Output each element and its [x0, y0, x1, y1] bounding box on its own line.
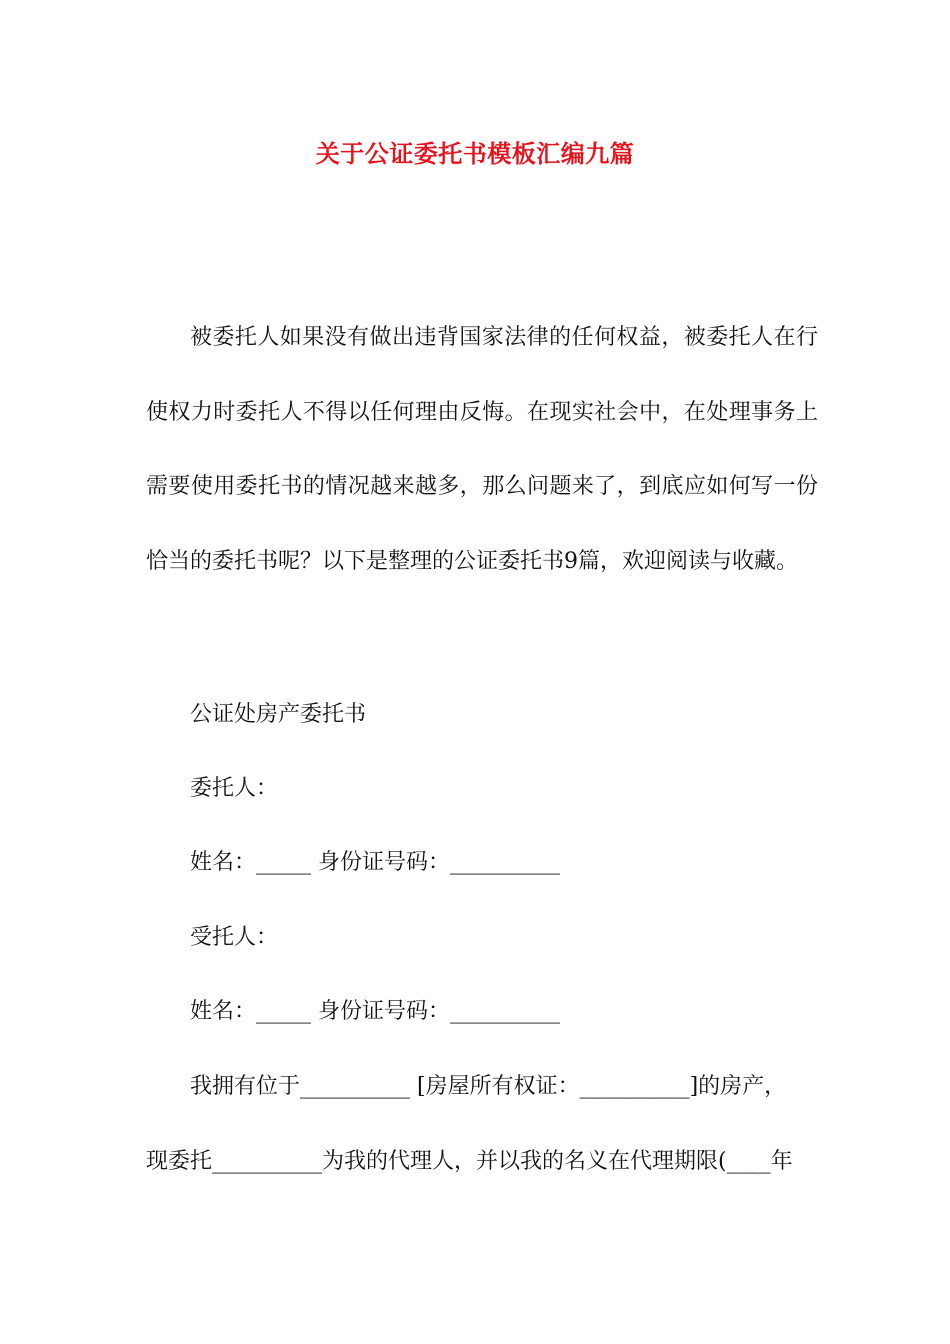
section-heading: 公证处房产委托书 [190, 702, 367, 727]
intro-paragraph: 被委托人如果没有做出违背国家法律的任何权益，被委托人在行使权力时委托人不得以任何理由反悔。在现实社会中，在处理事务上需要使用委托书的情况越来越多，那么问题来了，到底应如何写一份恰当的委托书呢？以下是整理的公证委托书9篇，欢迎阅读与收藏。 [146, 325, 818, 574]
principal-label: 委托人： [190, 776, 279, 801]
property-line-2: 现委托__________为我的代理人，并以我的名义在代理期限(____年 [146, 1149, 793, 1174]
document-title: 关于公证委托书模板汇编九篇 [315, 139, 635, 168]
principal-fields: 姓名：_____ 身份证号码：__________ [190, 850, 560, 875]
property-line-1: 我拥有位于__________ [房屋所有权证：__________]的房产， [190, 1074, 787, 1099]
agent-label: 受托人： [190, 925, 279, 950]
agent-fields: 姓名：_____ 身份证号码：__________ [190, 999, 560, 1024]
